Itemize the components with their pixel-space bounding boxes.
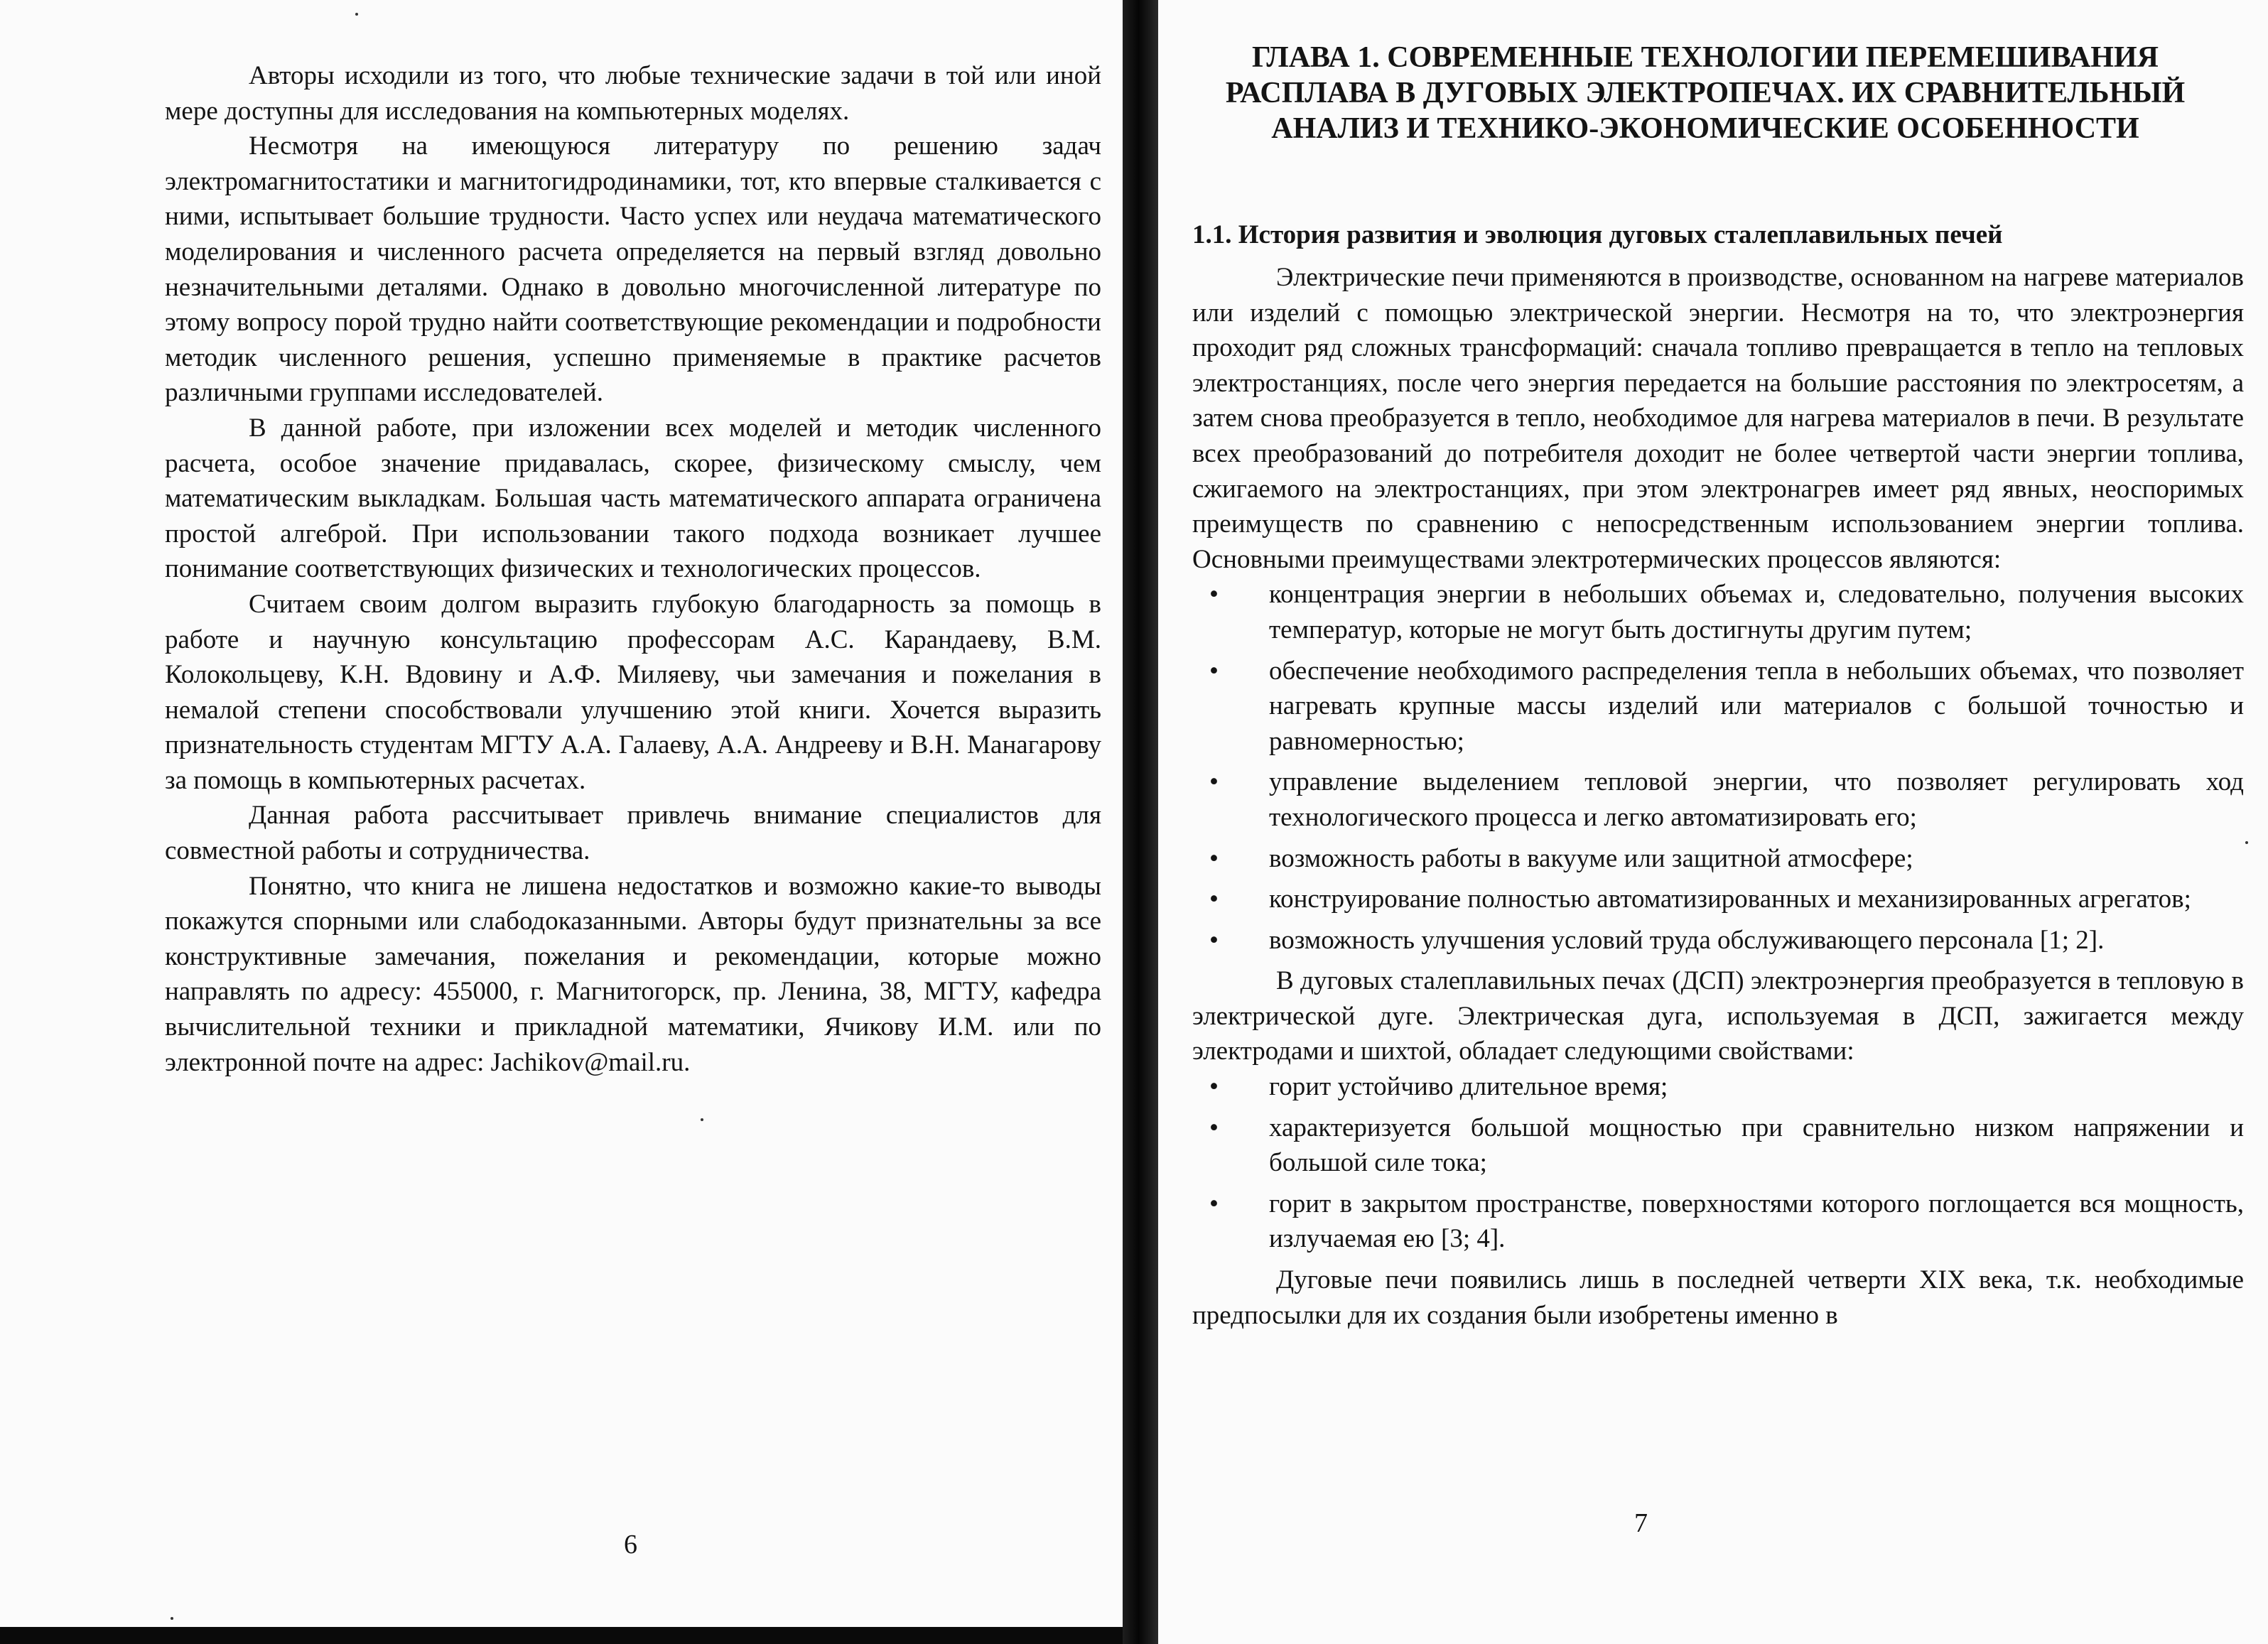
list-item [1192, 577, 2244, 647]
left-page [0, 0, 1123, 1644]
advantages-list [1192, 577, 2244, 958]
scan-edge [0, 1627, 1123, 1644]
page-number-right: 7 [1634, 1508, 1648, 1538]
list-item-text: возможность улучшения условий труда обслуживающего персонала [1; 2]. [1269, 925, 2105, 955]
list-item [1192, 764, 2244, 835]
list-item-text: управление выделением тепловой энергии, что позволяет регулировать ход технологического процесса и легко автоматизировать его; [1269, 767, 2244, 832]
page-number-left: 6 [624, 1530, 637, 1559]
list-item-text: конструирование полностью автоматизированных и механизированных агрегатов; [1269, 885, 2191, 914]
list-item-text: обеспечение необходимого распределения тепла в небольших объемах, что позволяет нагревать крупные массы изделий или материалов с большой точностью и равномерностью; [1269, 656, 2244, 756]
bullet-icon: • [1209, 767, 1219, 797]
paragraph: Данная работа рассчитывает привлечь внимание специалистов для совместной работы и сотрудничества. [165, 801, 1101, 866]
bullet-icon: • [1209, 885, 1219, 914]
right-page-body [1192, 260, 2244, 1333]
paragraph: Считаем своим долгом выразить глубокую благодарность за помощь в работе и научную консультацию профессорам А.С. Карандаеву, В.М. Колокольцеву, К.Н. Вдовину и А.Ф. Миляеву, чьи замечания и пожелания в немалой степени способствовали улучшению этой книги. Хочется выразить признательность студентам МГТУ А.А. Галаеву, А.А. Андрееву и В.Н. Манагарову за помощь в компьютерных расчетах. [165, 589, 1101, 795]
bullet-icon: • [1209, 843, 1219, 873]
list-item-text: горит в закрытом пространстве, поверхностями которого поглощается вся мощность, излучаемая ею [3; 4]. [1269, 1189, 2244, 1254]
paragraph: Дуговые печи появились лишь в последней четверти XIX века, т.к. необходимые предпосылки для их создания были изобретены именно в [1192, 1265, 2244, 1330]
bullet-icon: • [1209, 1189, 1219, 1218]
list-item [1192, 923, 2244, 958]
list-item-text: концентрация энергии в небольших объемах и, следовательно, получения высоких температур, которые не могут быть достигнуты другим путем; [1269, 580, 2244, 644]
list-item [1192, 1069, 2244, 1105]
scan-speck [355, 13, 358, 16]
list-item [1192, 1110, 2244, 1181]
paragraph: Несмотря на имеющуюся литературу по решению задач электромагнитостатики и магнитогидродинамики, тот, кто впервые сталкивается с ними, испытывает большие трудности. Часто успех или неудача математического моделирования и численного расчета определяется на первый взгляд довольно незначительными деталями. Однако в довольно многочисленной литературе по этому вопросу порой трудно найти соответствующие рекомендации и подробности методик численного решения, успешно применяемые в практике расчетов различными группами исследователей. [165, 131, 1101, 408]
bullet-icon: • [1209, 1072, 1219, 1102]
list-item [1192, 654, 2244, 759]
list-item [1192, 841, 2244, 877]
scan-speck [171, 1617, 173, 1620]
chapter-title: ГЛАВА 1. СОВРЕМЕННЫЕ ТЕХНОЛОГИИ ПЕРЕМЕШИВАНИЯ РАСПЛАВА В ДУГОВЫХ ЭЛЕКТРОПЕЧАХ. ИХ СРАВНИТЕЛЬНЫЙ АНАЛИЗ И ТЕХНИКО-ЭКОНОМИЧЕСКИЕ ОСОБЕННОСТИ [1225, 41, 2186, 145]
paragraph: В дуговых сталеплавильных печах (ДСП) электроэнергия преобразуется в тепловую в электрической дуге. Электрическая дуга, используемая в ДСП, зажигается между электродами и шихтой, обладает следующими свойствами: [1192, 966, 2244, 1066]
bullet-icon: • [1209, 580, 1219, 610]
paragraph: Электрические печи применяются в производстве, основанном на нагреве материалов или изделий с помощью электрической энергии. Несмотря на то, что электроэнергия проходит ряд сложных трансформаций: сначала топливо превращается в тепло на тепловых электростанциях, после чего энергия передается на большие расстояния по электросетям, а затем снова преобразуется в тепло, необходимое для нагрева материалов в печи. В результате всех преобразований до потребителя доходит не более четвертой части энергии топлива, сжигаемого на электростанциях, при этом электронагрев имеет ряд явных, неоспоримых преимуществ по сравнению с непосредственным использованием энергии топлива. Основными преимуществами электротермических процессов являются: [1192, 263, 2244, 574]
right-page [1158, 0, 2268, 1644]
paragraph: Авторы исходили из того, что любые технические задачи в той или иной мере доступны для исследования на компьютерных моделях. [165, 61, 1101, 126]
paragraph: В данной работе, при изложении всех моделей и методик численного расчета, особое значение придавалась, скорее, физическому смыслу, чем математическим выкладкам. Большая часть математического аппарата ограничена простой алгеброй. При использовании такого подхода возникает лучшее понимание соответствующих физических и технологических процессов. [165, 413, 1101, 584]
section-title: 1.1. История развития и эволюция дуговых сталеплавильных печей [1192, 220, 2003, 249]
paragraph: Понятно, что книга не лишена недостатков и возможно какие-то выводы покажутся спорными или слабодоказанными. Авторы будут признательны за все конструктивные замечания, пожелания и рекомендации, которые можно направлять по адресу: 455000, г. Магнитогорск, пр. Ленина, 38, МГТУ, кафедра вычислительной техники и прикладной математики, Ячикову И.М. или по электронной почте на адрес: Jachikov@mail.ru. [165, 871, 1101, 1077]
arc-properties-list [1192, 1069, 2244, 1257]
bullet-icon: • [1209, 1113, 1219, 1142]
list-item [1192, 882, 2244, 917]
bullet-icon: • [1209, 656, 1219, 686]
list-item-text: горит устойчиво длительное время; [1269, 1072, 1668, 1102]
scan-speck [701, 1118, 703, 1121]
list-item [1192, 1186, 2244, 1257]
list-item-text: возможность работы в вакууме или защитной атмосфере; [1269, 843, 1913, 873]
book-gutter [1123, 0, 1158, 1644]
scan-speck [2245, 841, 2248, 844]
left-page-body [165, 58, 1101, 1080]
bullet-icon: • [1209, 925, 1219, 955]
list-item-text: характеризуется большой мощностью при сравнительно низком напряжении и большой силе тока; [1269, 1113, 2244, 1178]
